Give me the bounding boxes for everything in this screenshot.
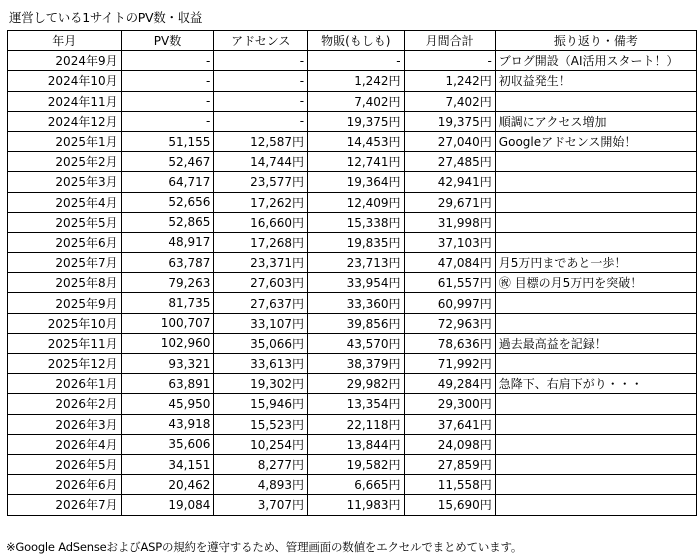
- cell-adsense: -: [214, 91, 308, 111]
- cell-month: 2024年10月: [8, 71, 122, 91]
- cell-month: 2026年5月: [8, 454, 122, 474]
- cell-monthly-total: 27,040円: [404, 131, 495, 151]
- cell-pv: 52,467: [121, 152, 214, 172]
- cell-monthly-total: 27,859円: [404, 454, 495, 474]
- cell-note: [495, 414, 696, 434]
- table-row: [8, 394, 697, 414]
- cell-adsense: -: [214, 111, 308, 131]
- cell-product-sales: 33,360円: [308, 293, 405, 313]
- header-monthly-total: 月間合計: [404, 31, 495, 51]
- cell-product-sales: 19,375円: [308, 111, 405, 131]
- header-adsense: アドセンス: [214, 31, 308, 51]
- table-row: [8, 313, 697, 333]
- cell-monthly-total: 60,997円: [404, 293, 495, 313]
- cell-month: 2025年2月: [8, 152, 122, 172]
- cell-adsense: 27,637円: [214, 293, 308, 313]
- cell-pv: -: [121, 111, 214, 131]
- cell-pv: 64,717: [121, 172, 214, 192]
- cell-adsense: 12,587円: [214, 131, 308, 151]
- cell-monthly-total: 24,098円: [404, 434, 495, 454]
- cell-monthly-total: 61,557円: [404, 273, 495, 293]
- cell-note: [495, 475, 696, 495]
- cell-adsense: 16,660円: [214, 212, 308, 232]
- cell-monthly-total: 47,084円: [404, 253, 495, 273]
- cell-adsense: 23,577円: [214, 172, 308, 192]
- table-row: [8, 192, 697, 212]
- header-notes: 振り返り・備考: [495, 31, 696, 51]
- cell-note: [495, 232, 696, 252]
- cell-pv: 52,656: [121, 192, 214, 212]
- cell-note: [495, 495, 696, 515]
- header-product-sales: 物販(もしも): [308, 31, 405, 51]
- cell-pv: 48,917: [121, 232, 214, 252]
- table-row: [8, 111, 697, 131]
- table-row: [8, 293, 697, 313]
- cell-month: 2026年3月: [8, 414, 122, 434]
- cell-note: [495, 394, 696, 414]
- table-row: [8, 51, 697, 71]
- table-body: [8, 51, 697, 515]
- cell-monthly-total: -: [404, 51, 495, 71]
- cell-note: [495, 454, 696, 474]
- table-row: [8, 71, 697, 91]
- cell-product-sales: 23,713円: [308, 253, 405, 273]
- cell-monthly-total: 78,636円: [404, 333, 495, 353]
- cell-product-sales: 1,242円: [308, 71, 405, 91]
- cell-note: 初収益発生！: [495, 71, 696, 91]
- cell-month: 2026年4月: [8, 434, 122, 454]
- cell-month: 2025年1月: [8, 131, 122, 151]
- cell-month: 2025年6月: [8, 232, 122, 252]
- cell-note: [495, 212, 696, 232]
- cell-month: 2025年7月: [8, 253, 122, 273]
- cell-product-sales: 13,844円: [308, 434, 405, 454]
- cell-month: 2025年3月: [8, 172, 122, 192]
- cell-product-sales: 12,409円: [308, 192, 405, 212]
- cell-adsense: -: [214, 71, 308, 91]
- cell-adsense: 14,744円: [214, 152, 308, 172]
- cell-pv: 63,891: [121, 374, 214, 394]
- cell-month: 2026年7月: [8, 495, 122, 515]
- cell-pv: -: [121, 91, 214, 111]
- cell-month: 2026年1月: [8, 374, 122, 394]
- cell-pv: -: [121, 51, 214, 71]
- cell-monthly-total: 15,690円: [404, 495, 495, 515]
- cell-note: 急降下、右肩下がり・・・: [495, 374, 696, 394]
- cell-product-sales: -: [308, 51, 405, 71]
- cell-monthly-total: 37,641円: [404, 414, 495, 434]
- revenue-table: [7, 30, 697, 516]
- cell-adsense: 35,066円: [214, 333, 308, 353]
- cell-pv: 100,707: [121, 313, 214, 333]
- cell-adsense: 33,107円: [214, 313, 308, 333]
- cell-adsense: 17,262円: [214, 192, 308, 212]
- cell-note: [495, 313, 696, 333]
- cell-pv: 52,865: [121, 212, 214, 232]
- cell-monthly-total: 27,485円: [404, 152, 495, 172]
- cell-monthly-total: 7,402円: [404, 91, 495, 111]
- cell-adsense: 8,277円: [214, 454, 308, 474]
- cell-product-sales: 19,835円: [308, 232, 405, 252]
- table-row: [8, 495, 697, 515]
- cell-pv: 20,462: [121, 475, 214, 495]
- cell-pv: -: [121, 71, 214, 91]
- cell-monthly-total: 49,284円: [404, 374, 495, 394]
- cell-note: [495, 172, 696, 192]
- cell-note: [495, 192, 696, 212]
- table-row: [8, 131, 697, 151]
- cell-adsense: 17,268円: [214, 232, 308, 252]
- cell-pv: 63,787: [121, 253, 214, 273]
- table-header-row: [8, 31, 697, 51]
- table-row: [8, 374, 697, 394]
- footnote: ※Google AdSenseおよびASPの規約を遵守するため、管理画面の数値をエクセルでまとめています。: [6, 540, 523, 554]
- cell-pv: 19,084: [121, 495, 214, 515]
- cell-month: 2026年2月: [8, 394, 122, 414]
- cell-adsense: 10,254円: [214, 434, 308, 454]
- table-row: [8, 232, 697, 252]
- cell-monthly-total: 42,941円: [404, 172, 495, 192]
- cell-month: 2024年9月: [8, 51, 122, 71]
- cell-product-sales: 22,118円: [308, 414, 405, 434]
- cell-product-sales: 39,856円: [308, 313, 405, 333]
- table-row: [8, 454, 697, 474]
- cell-month: 2024年11月: [8, 91, 122, 111]
- table-row: [8, 212, 697, 232]
- cell-adsense: 27,603円: [214, 273, 308, 293]
- cell-product-sales: 6,665円: [308, 475, 405, 495]
- cell-monthly-total: 71,992円: [404, 354, 495, 374]
- cell-adsense: 15,523円: [214, 414, 308, 434]
- cell-product-sales: 12,741円: [308, 152, 405, 172]
- table-row: [8, 91, 697, 111]
- cell-product-sales: 43,570円: [308, 333, 405, 353]
- table-row: [8, 273, 697, 293]
- cell-pv: 51,155: [121, 131, 214, 151]
- cell-adsense: 4,893円: [214, 475, 308, 495]
- cell-note: [495, 91, 696, 111]
- cell-product-sales: 19,364円: [308, 172, 405, 192]
- cell-pv: 34,151: [121, 454, 214, 474]
- table-row: [8, 354, 697, 374]
- cell-product-sales: 38,379円: [308, 354, 405, 374]
- cell-product-sales: 33,954円: [308, 273, 405, 293]
- header-month: 年月: [8, 31, 122, 51]
- table-row: [8, 172, 697, 192]
- cell-product-sales: 7,402円: [308, 91, 405, 111]
- cell-pv: 102,960: [121, 333, 214, 353]
- cell-pv: 43,918: [121, 414, 214, 434]
- cell-note: ブログ開設（AI活用スタート！）: [495, 51, 696, 71]
- header-pv: PV数: [121, 31, 214, 51]
- cell-adsense: 19,302円: [214, 374, 308, 394]
- cell-adsense: -: [214, 51, 308, 71]
- cell-pv: 45,950: [121, 394, 214, 414]
- cell-month: 2025年11月: [8, 333, 122, 353]
- cell-product-sales: 29,982円: [308, 374, 405, 394]
- cell-pv: 35,606: [121, 434, 214, 454]
- cell-pv: 93,321: [121, 354, 214, 374]
- cell-month: 2025年10月: [8, 313, 122, 333]
- cell-adsense: 23,371円: [214, 253, 308, 273]
- cell-pv: 79,263: [121, 273, 214, 293]
- cell-note: ㊗ 目標の月5万円を突破！: [495, 273, 696, 293]
- cell-adsense: 3,707円: [214, 495, 308, 515]
- cell-product-sales: 15,338円: [308, 212, 405, 232]
- table-row: [8, 333, 697, 353]
- page-title: 運営している1サイトのPV数・収益: [9, 10, 203, 25]
- cell-monthly-total: 1,242円: [404, 71, 495, 91]
- cell-month: 2024年12月: [8, 111, 122, 131]
- cell-note: 月5万円まであと一歩！: [495, 253, 696, 273]
- cell-product-sales: 13,354円: [308, 394, 405, 414]
- cell-adsense: 33,613円: [214, 354, 308, 374]
- cell-month: 2025年4月: [8, 192, 122, 212]
- cell-adsense: 15,946円: [214, 394, 308, 414]
- cell-monthly-total: 72,963円: [404, 313, 495, 333]
- cell-note: [495, 152, 696, 172]
- cell-product-sales: 14,453円: [308, 131, 405, 151]
- cell-monthly-total: 29,671円: [404, 192, 495, 212]
- table-row: [8, 434, 697, 454]
- cell-pv: 81,735: [121, 293, 214, 313]
- cell-note: 過去最高益を記録！: [495, 333, 696, 353]
- cell-note: 順調にアクセス増加: [495, 111, 696, 131]
- cell-product-sales: 19,582円: [308, 454, 405, 474]
- cell-product-sales: 11,983円: [308, 495, 405, 515]
- table-row: [8, 475, 697, 495]
- cell-month: 2025年9月: [8, 293, 122, 313]
- cell-monthly-total: 29,300円: [404, 394, 495, 414]
- cell-monthly-total: 31,998円: [404, 212, 495, 232]
- cell-note: [495, 293, 696, 313]
- cell-month: 2025年5月: [8, 212, 122, 232]
- table-row: [8, 414, 697, 434]
- cell-note: [495, 434, 696, 454]
- cell-monthly-total: 19,375円: [404, 111, 495, 131]
- cell-note: [495, 354, 696, 374]
- cell-month: 2026年6月: [8, 475, 122, 495]
- cell-monthly-total: 11,558円: [404, 475, 495, 495]
- table-row: [8, 152, 697, 172]
- cell-month: 2025年12月: [8, 354, 122, 374]
- cell-month: 2025年8月: [8, 273, 122, 293]
- cell-monthly-total: 37,103円: [404, 232, 495, 252]
- table-row: [8, 253, 697, 273]
- cell-note: Googleアドセンス開始！: [495, 131, 696, 151]
